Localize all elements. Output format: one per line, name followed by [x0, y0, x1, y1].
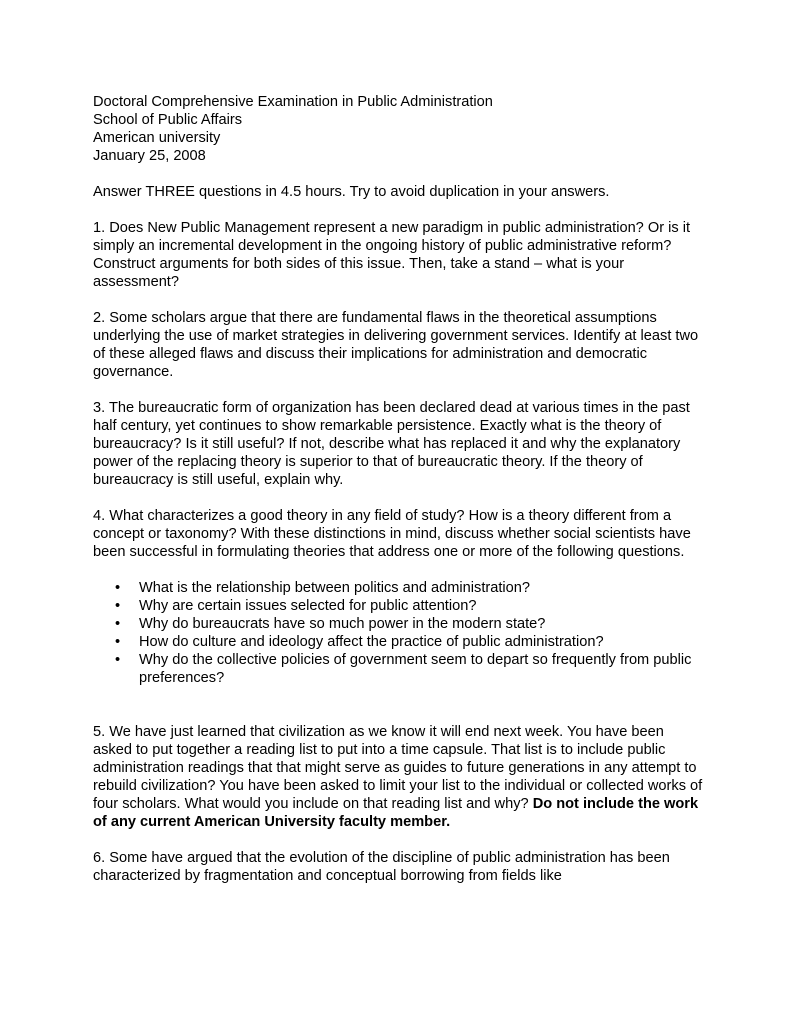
- question-3: 3. The bureaucratic form of organization has been declared dead at various times in the past half century, yet continues to show remarkable persistence. Exactly what is the theory of bureaucracy? Is it still useful? If not, describe what has replaced it and why the explanatory power of the replacing theory is superior to that of bureaucratic theory. If the theory of bureaucracy is still useful, explain why.: [93, 400, 690, 488]
- instructions: Answer THREE questions in 4.5 hours. Try to avoid duplication in your answers.: [93, 184, 610, 200]
- question-4: 4. What characterizes a good theory in any field of study? How is a theory different from a concept or taxonomy? With these distinctions in mind, discuss whether social scientists have been successful in formulating theories that address one or more of the following questions.: [93, 508, 691, 560]
- exam-document: [93, 93, 703, 885]
- exam-title: Doctoral Comprehensive Examination in Public Administration: [93, 94, 493, 110]
- list-item: • Why do the collective policies of government seem to depart so frequently from public preferences?: [139, 651, 703, 687]
- question-5: [93, 723, 703, 831]
- exam-date: January 25, 2008: [93, 148, 206, 164]
- question-2: 2. Some scholars argue that there are fundamental flaws in the theoretical assumptions underlying the use of market strategies in delivering government services. Identify at least two of these alleged flaws and discuss their implications for administration and democratic governance.: [93, 310, 699, 380]
- question-5-bold-note: Do not include the work of any current American University faculty member.: [93, 796, 699, 830]
- list-item: • Why are certain issues selected for public attention?: [139, 597, 703, 615]
- university-name: American university: [93, 130, 221, 146]
- question-4-bullet-list: [93, 579, 703, 687]
- list-item: • What is the relationship between politics and administration?: [139, 579, 703, 597]
- exam-header: [93, 93, 703, 165]
- school-name: School of Public Affairs: [93, 112, 242, 128]
- question-6: 6. Some have argued that the evolution of the discipline of public administration has been characterized by fragmentation and conceptual borrowing from fields like: [93, 850, 670, 884]
- list-item: • How do culture and ideology affect the practice of public administration?: [139, 633, 703, 651]
- question-5-text: 5. We have just learned that civilization as we know it will end next week. You have been asked to put together a reading list to put into a time capsule. That list is to include public administration readings that that might serve as guides to future generations in any attempt to rebuild civilization? You have been asked to limit your list to the individual or collected works of four scholars. What would you include on that reading list and why?: [93, 724, 703, 812]
- question-1: 1. Does New Public Management represent a new paradigm in public administration? Or is it simply an incremental development in the ongoing history of public administrative reform? Construct arguments for both sides of this issue. Then, take a stand – what is your assessment?: [93, 220, 691, 290]
- list-item: • Why do bureaucrats have so much power in the modern state?: [139, 615, 703, 633]
